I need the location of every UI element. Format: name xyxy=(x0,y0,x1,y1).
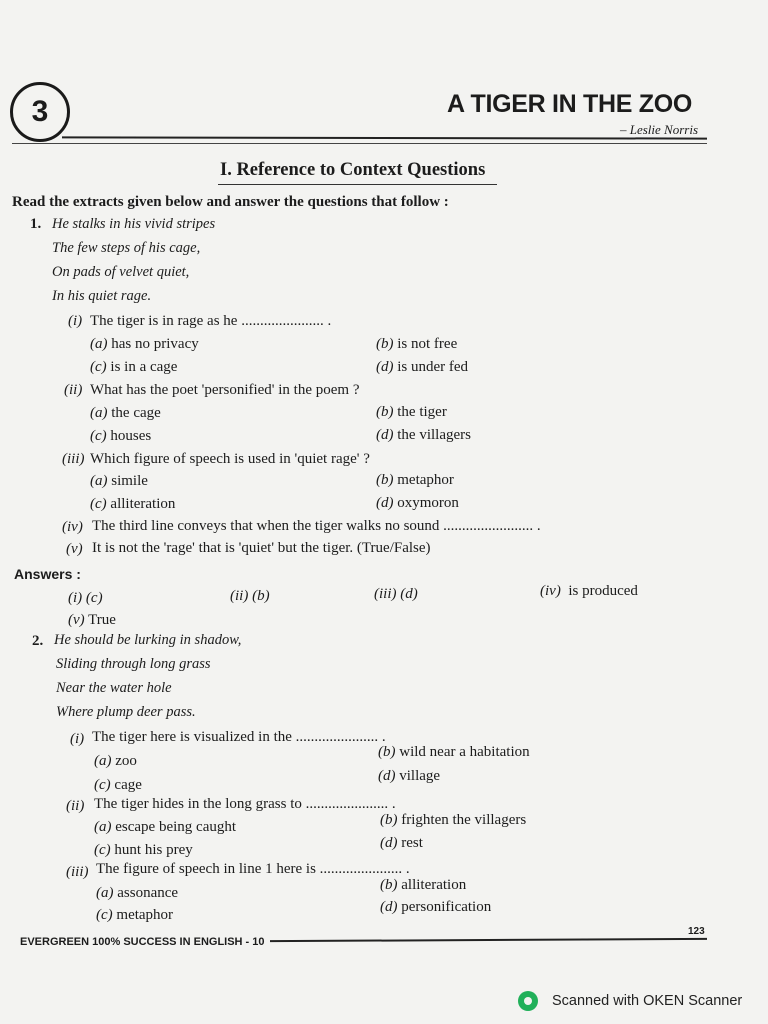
poem-line: In his quiet rage. xyxy=(52,288,152,304)
poem-line: Sliding through long grass xyxy=(56,656,211,672)
poem-line: He should be lurking in shadow, xyxy=(54,632,242,648)
answer-value: (d) xyxy=(400,586,418,602)
scanner-text: Scanned with OKEN Scanner xyxy=(552,993,743,1009)
poem-line: The few steps of his cage, xyxy=(52,240,201,256)
option-text: the tiger xyxy=(397,404,447,420)
answers-heading: Answers : xyxy=(14,566,81,582)
option-label: (d) xyxy=(380,835,398,851)
option-text: the cage xyxy=(111,405,161,421)
poem-line: On pads of velvet quiet, xyxy=(52,264,190,280)
option-label: (b) xyxy=(380,812,398,828)
extract-number: 2. xyxy=(32,633,44,649)
page-number: 123 xyxy=(688,926,705,937)
option-text: zoo xyxy=(115,753,137,769)
option-label: (c) xyxy=(90,496,107,512)
option-label: (d) xyxy=(376,495,394,511)
option-text: alliteration xyxy=(110,496,176,512)
option-label: (d) xyxy=(378,768,396,784)
answer-label: (ii) xyxy=(230,588,249,604)
option-label: (b) xyxy=(378,744,396,760)
section-title: I. Reference to Context Questions xyxy=(220,160,486,180)
chapter-number-badge xyxy=(10,82,70,142)
option-text: wild near a habitation xyxy=(399,744,530,760)
extract-number: 1. xyxy=(30,216,42,232)
option-text: metaphor xyxy=(397,472,454,488)
question-text: The tiger is in rage as he ...................... . xyxy=(90,313,332,329)
answer-label: (iv) xyxy=(540,583,561,599)
question-number: (i) xyxy=(68,313,83,329)
option-label: (d) xyxy=(376,427,394,443)
option-text: has no privacy xyxy=(111,336,199,352)
option-text: the villagers xyxy=(397,427,471,443)
question-text: The figure of speech in line 1 here is ...................... . xyxy=(96,861,410,877)
option-label: (c) xyxy=(90,359,107,375)
option-label: (d) xyxy=(380,899,398,915)
option-text: is not free xyxy=(397,336,458,352)
question-number: (ii) xyxy=(66,798,85,814)
chapter-title: A TIGER IN THE ZOO xyxy=(447,90,693,118)
poem-line: He stalks in his vivid stripes xyxy=(52,216,216,232)
footer-book-title: EVERGREEN 100% SUCCESS IN ENGLISH - 10 xyxy=(20,936,265,948)
instruction: Read the extracts given below and answer the questions that follow : xyxy=(12,194,449,210)
question-number: (iii) xyxy=(62,451,85,467)
option-text: rest xyxy=(401,835,423,851)
option-text: simile xyxy=(111,473,148,489)
option-label: (a) xyxy=(90,473,108,489)
question-text: Which figure of speech is used in 'quiet rage' ? xyxy=(90,451,370,467)
option-label: (b) xyxy=(380,877,398,893)
option-label: (c) xyxy=(94,777,111,793)
option-text: metaphor xyxy=(116,907,174,923)
answer-label: (iii) xyxy=(374,586,397,602)
footer-rule xyxy=(270,938,707,942)
option-text: houses xyxy=(110,428,152,444)
option-label: (a) xyxy=(94,753,112,769)
option-label: (a) xyxy=(90,336,108,352)
option-text: personification xyxy=(401,899,492,915)
answer-value: True xyxy=(88,612,116,628)
header-rule-secondary xyxy=(12,143,707,144)
answer-value: (c) xyxy=(85,590,103,606)
option-label: (b) xyxy=(376,336,394,352)
chapter-number: 3 xyxy=(31,95,49,128)
option-text: frighten the villagers xyxy=(401,812,527,828)
scanner-logo-icon xyxy=(518,991,538,1011)
answer-value: (b) xyxy=(252,588,270,604)
option-label: (a) xyxy=(96,885,114,901)
question-text: The tiger hides in the long grass to ...................... . xyxy=(94,796,396,812)
option-label: (c) xyxy=(96,907,113,923)
option-label: (a) xyxy=(94,819,112,835)
poem-line: Where plump deer pass. xyxy=(56,704,196,720)
option-label: (b) xyxy=(376,404,394,420)
question-number: (iv) xyxy=(62,519,83,535)
author: – Leslie Norris xyxy=(620,122,699,137)
option-label: (c) xyxy=(94,842,111,858)
option-text: is in a cage xyxy=(110,359,178,375)
option-text: village xyxy=(399,768,441,784)
question-number: (ii) xyxy=(64,382,83,398)
option-text: assonance xyxy=(117,885,179,901)
option-label: (a) xyxy=(90,405,108,421)
option-label: (c) xyxy=(90,428,107,444)
option-text: cage xyxy=(114,777,142,793)
option-text: hunt his prey xyxy=(114,842,193,858)
question-text: What has the poet 'personified' in the poem ? xyxy=(90,382,360,398)
question-text: The tiger here is visualized in the ...................... . xyxy=(92,729,386,745)
option-label: (d) xyxy=(376,359,394,375)
option-text: is under fed xyxy=(397,359,469,375)
question-number: (i) xyxy=(70,731,85,747)
question-number: (v) xyxy=(66,541,83,557)
header-rule xyxy=(62,136,707,139)
poem-line: Near the water hole xyxy=(56,680,172,696)
answer-label: (v) xyxy=(68,612,85,628)
question-text: It is not the 'rage' that is 'quiet' but the tiger. (True/False) xyxy=(92,540,431,556)
question-text: The third line conveys that when the tiger walks no sound ........................ . xyxy=(92,518,541,534)
option-text: oxymoron xyxy=(397,495,459,511)
answer-value: is produced xyxy=(568,583,638,599)
section-underline xyxy=(218,184,497,185)
option-text: alliteration xyxy=(401,877,467,893)
scanner-watermark xyxy=(518,991,742,1011)
option-text: escape being caught xyxy=(115,819,237,835)
answer-label: (i) xyxy=(68,590,83,606)
question-number: (iii) xyxy=(66,864,89,880)
option-label: (b) xyxy=(376,472,394,488)
